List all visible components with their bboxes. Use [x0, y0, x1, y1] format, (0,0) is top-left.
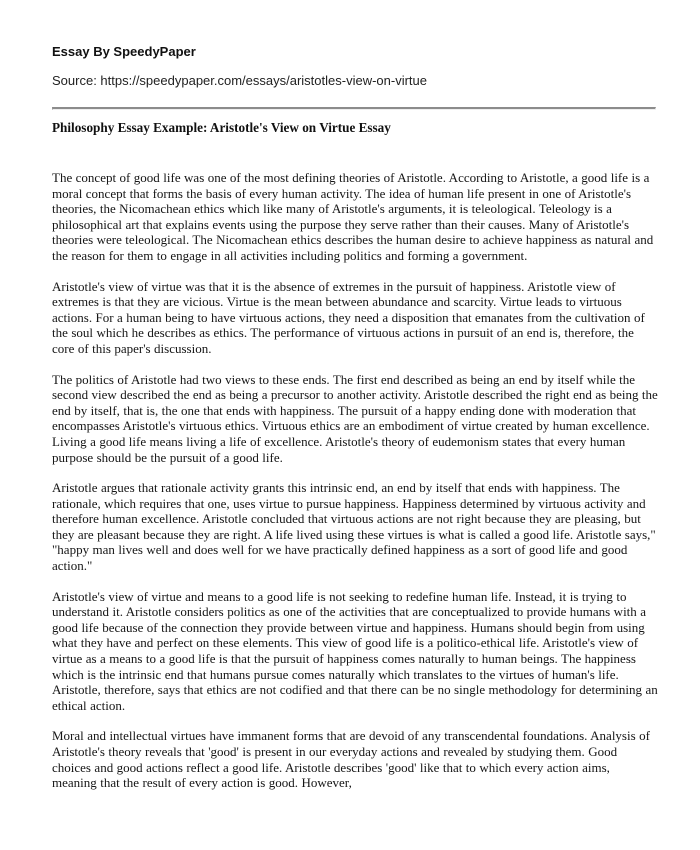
essay-body — [52, 170, 658, 806]
essay-paragraph-2: Aristotle's view of virtue was that it is the absence of extremes in the pursuit of happiness. Aristotle view of extremes is that they are vicious. Virtue is the mean between abundance and scarcity. Virtue leads to virtuous actions. For a human being to have virtuous actions, they need a disposition that emanates from the cultivation of the soul which he describes as ethics. The performance of virtuous actions in pursuit of an end is, therefore, the core of this paper's discussion. — [52, 278, 645, 356]
essay-paragraph-5: Aristotle's view of virtue and means to a good life is not seeking to redefine human life. Instead, it is trying to understand it. Aristotle considers politics as one of the activities that are conceptualized to provide humans with a good life because of the connection they provide between virtue and happiness. Humans should begin from using what they have and perfect on these elements. This view of good life is a politico-ethical life. Aristotle's view of virtue as a means to a good life is that the pursuit of happiness comes naturally to human beings. The happiness which is the intrinsic end that humans pursue comes naturally which translates to the virtues of human's life. Aristotle, therefore, says that ethics are not codified and that there can be no single methodology for determining an ethical action. — [52, 588, 658, 713]
header-divider — [52, 107, 656, 110]
essay-paragraph-4: Aristotle argues that rationale activity grants this intrinsic end, an end by itself that ends with happiness. The rationale, which requires that one, uses virtue to pursue happiness. Happiness determined by virtuous activity and therefore human excellence. Aristotle concluded that virtuous actions are not right because they are pleasing, but they are pleasant because they are right. A life lived using these virtues is what is called a good life. Aristotle says," "happy man lives well and does well for we have practically defined happiness as a sort of good life and good action." — [52, 480, 656, 574]
document-brand-title: Essay By SpeedyPaper — [52, 44, 196, 59]
essay-title: Philosophy Essay Example: Aristotle's View on Virtue Essay — [52, 120, 391, 135]
essay-paragraph-3: The politics of Aristotle had two views to these ends. The first end described as being an end by itself while the second view described the end as being a precursor to another activity. Aristotle described the right end as being the end by itself, that is, the one that ends with happiness. The pursuit of a happy ending done with moderation that encompasses Aristotle's virtuous ethics. Virtuous ethics are an embodiment of virtue created by human excellence. Living a good life means living a life of excellence. Aristotle's theory of eudemonism states that every human purpose should be the pursuit of a good life. — [52, 371, 658, 465]
essay-paragraph-6: Moral and intellectual virtues have immanent forms that are devoid of any transcendental foundations. Analysis of Aristotle's theory reveals that 'good' is present in our everyday actions and revealed by studying them. Good choices and good actions reflect a good life. Aristotle describes 'good' like that to which every action aims, meaning that the result of every action is good. However, — [52, 728, 650, 791]
source-line: Source: https://speedypaper.com/essays/aristotles-view-on-virtue — [52, 73, 428, 88]
essay-paragraph-1: The concept of good life was one of the most defining theories of Aristotle. According to Aristotle, a good life is a moral concept that forms the basis of every human activity. The idea of human life present in one of Aristotle's theories, the Nicomachean ethics which like many of Aristotle's arguments, it is teleological. Teleology is a philosophical art that explains events using the purpose they serve rather than their causes. Many of Aristotle's theories were teleological. The Nicomachean ethics describes the human desire to achieve happiness as natural and the reason for them to engage in all activities including politics and forming a government. — [52, 170, 654, 263]
